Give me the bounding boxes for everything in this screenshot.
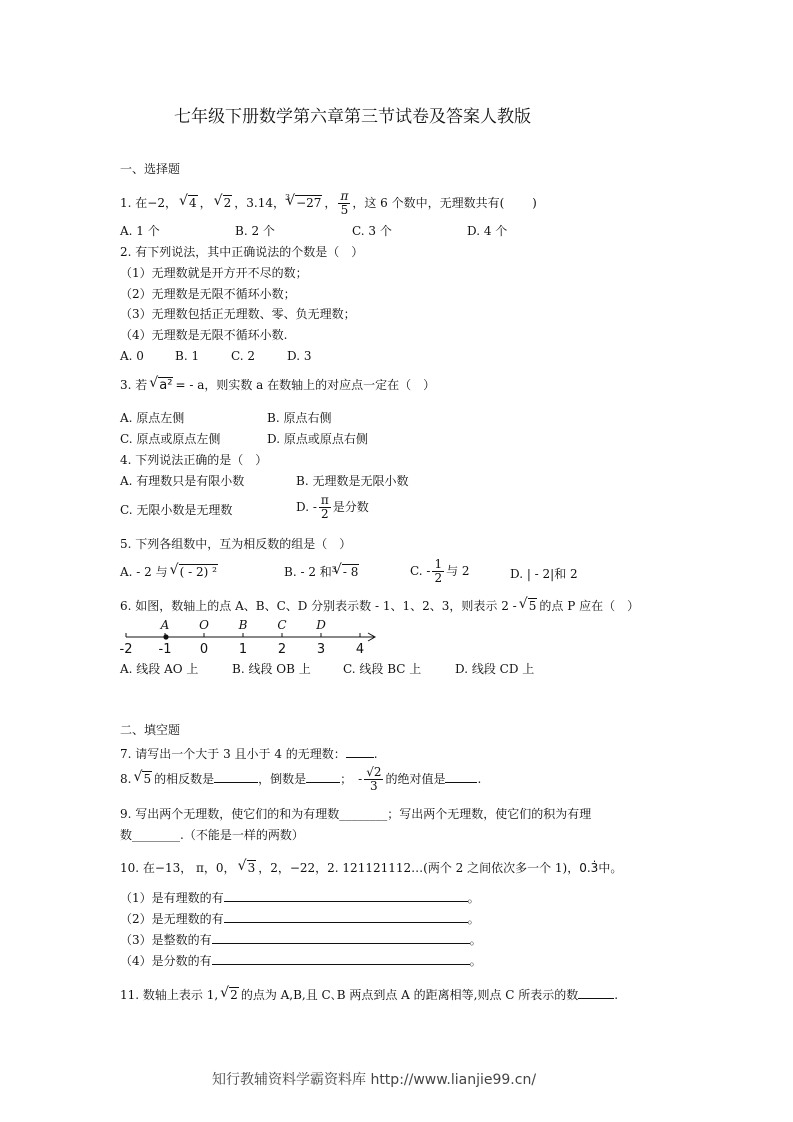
q1-sqrt-2: √ 2 bbox=[214, 193, 233, 213]
q3-option-c: C. 原点或原点左侧 bbox=[120, 432, 221, 446]
q4-option-d bbox=[296, 494, 369, 521]
q11-answer-blank[interactable] bbox=[578, 986, 614, 999]
q10-text-a: 10. 在−13， π，0， bbox=[120, 861, 236, 875]
number-line-point-label: B bbox=[238, 618, 248, 632]
q3-text-a: 3. 若 bbox=[120, 378, 148, 392]
q10-item-1 bbox=[120, 889, 480, 906]
q2-item-3: （3）无理数包括正无理数、零、负无理数； bbox=[120, 307, 356, 321]
q1-option-a: A. 1 个 bbox=[120, 224, 160, 238]
q10-item-3 bbox=[120, 931, 482, 948]
q1-text-b: ， bbox=[199, 196, 212, 210]
q10-text-b: ，2，−22，2. 121121112…(两个 2 之间依次多一个 1)， bbox=[258, 861, 580, 875]
q8-blank-reciprocal[interactable] bbox=[306, 770, 340, 783]
number-line-tick-label: -2 bbox=[119, 642, 133, 656]
number-line-tick-label: 0 bbox=[199, 642, 209, 656]
q6-text-a: 6. 如图，数轴上的点 A、B、C、D 分别表示数 - 1、1、2、3，则表示 2 - bbox=[120, 599, 517, 613]
number-line-tick-label: 2 bbox=[277, 642, 287, 656]
q1-text-c: ，3.14， bbox=[234, 196, 285, 210]
q1-option-d: D. 4 个 bbox=[467, 224, 508, 238]
q10-item-4 bbox=[120, 952, 482, 969]
q8-text-d: 的绝对值是 bbox=[385, 772, 446, 786]
q10-item-3-blank[interactable] bbox=[212, 931, 470, 944]
question-4: 4. 下列说法正确的是（ ） bbox=[120, 453, 268, 467]
q6-option-d: D. 线段 CD 上 bbox=[455, 662, 535, 676]
q4-fraction-pi-over-2: $\frac{\pi}{2}$ bbox=[320, 493, 329, 521]
q1-text-e: ，这 6 个数中，无理数共有( ) bbox=[352, 196, 537, 210]
q11-period: . bbox=[614, 988, 619, 1002]
q10-sqrt-3: √ 3 bbox=[238, 858, 257, 878]
q7-text: 7. 请写出一个大于 3 且小于 4 的无理数： bbox=[120, 747, 346, 761]
q8-period: . bbox=[477, 772, 482, 786]
q4-d-text-a: D. - bbox=[296, 500, 317, 514]
q8-blank-abs[interactable] bbox=[445, 770, 477, 783]
q5-cuberoot-neg8: √ - 8 bbox=[333, 562, 360, 582]
question-9-line-1: 9. 写出两个无理数，使它们的和为有理数________；写出两个无理数，使它们的积为有理 bbox=[120, 807, 592, 821]
q2-item-1: （1）无理数就是开方开不尽的数； bbox=[120, 266, 308, 280]
q7-answer-blank[interactable] bbox=[346, 745, 374, 758]
question-7 bbox=[120, 745, 378, 762]
q3-text-b: = - a，则实数 a 在数轴上的对应点一定在（ ） bbox=[175, 378, 436, 392]
number-line-tick-label: -1 bbox=[158, 642, 172, 656]
q2-option-d: D. 3 bbox=[287, 349, 312, 363]
q11-text-b: 的点为 A,B,且 C､B 两点到点 A 的距离相等,则点 C 所表示的数 bbox=[240, 988, 579, 1002]
page-title: 七年级下册数学第六章第三节试卷及答案人教版 bbox=[174, 107, 531, 127]
q10-item-3-end: 。 bbox=[469, 933, 482, 947]
q10-item-4-label: （4）是分数的有 bbox=[120, 954, 212, 968]
q1-sqrt-4: √ 4 bbox=[179, 193, 198, 213]
question-9-line-2: 数________.（不能是一样的两数） bbox=[120, 828, 304, 842]
q2-item-4: （4）无理数是无限不循环小数. bbox=[120, 328, 288, 342]
q3-option-a: A. 原点左侧 bbox=[120, 411, 185, 425]
q10-item-2 bbox=[120, 910, 480, 927]
number-line-tick-label: 1 bbox=[238, 642, 248, 656]
question-2: 2. 有下列说法，其中正确说法的个数是（ ） bbox=[120, 245, 364, 259]
q4-option-b: B. 无理数是无限小数 bbox=[296, 474, 409, 488]
q8-text-b: ，倒数是 bbox=[258, 772, 307, 786]
q5-b-text: B. - 2 和 bbox=[284, 565, 332, 579]
q10-item-1-label: （1）是有理数的有 bbox=[120, 891, 224, 905]
q5-a-text: A. - 2 与 bbox=[120, 565, 168, 579]
q1-option-c: C. 3 个 bbox=[352, 224, 392, 238]
q6-option-b: B. 线段 OB 上 bbox=[232, 662, 311, 676]
q11-text-a: 11. 数轴上表示 1, bbox=[120, 988, 219, 1002]
q8-text-a: 的相反数是 bbox=[154, 772, 215, 786]
number-line-tick-label: 3 bbox=[316, 642, 326, 656]
question-8 bbox=[120, 766, 481, 793]
q3-option-b: B. 原点右侧 bbox=[267, 411, 332, 425]
q1-text-a: 1. 在−2， bbox=[120, 196, 177, 210]
q8-fraction-sqrt2-over-3: $\frac{√2}{3}$ bbox=[366, 765, 382, 793]
section-heading-choice: 一、选择题 bbox=[120, 162, 181, 176]
q10-item-2-blank[interactable] bbox=[224, 910, 468, 923]
question-3 bbox=[120, 375, 435, 396]
q2-option-a: A. 0 bbox=[120, 349, 144, 363]
q10-text-c: 中。 bbox=[598, 861, 623, 875]
question-11 bbox=[120, 985, 618, 1005]
q6-option-c: C. 线段 BC 上 bbox=[343, 662, 422, 676]
q6-sqrt-5: √ 5 bbox=[519, 596, 538, 616]
number-line-point-label: A bbox=[160, 618, 170, 632]
q4-d-text-b: 是分数 bbox=[332, 500, 369, 514]
section-heading-fill: 二、填空题 bbox=[120, 723, 181, 737]
q5-c-text-a: C. - bbox=[410, 564, 431, 578]
q2-option-b: B. 1 bbox=[175, 349, 200, 363]
q10-item-3-label: （3）是整数的有 bbox=[120, 933, 212, 947]
q8-blank-opposite[interactable] bbox=[214, 770, 258, 783]
number-line-point-label: D bbox=[316, 618, 326, 632]
q5-fraction-one-half: $\frac{1}{2}$ bbox=[434, 557, 443, 585]
q2-option-c: C. 2 bbox=[231, 349, 256, 363]
q4-option-c: C. 无限小数是无理数 bbox=[120, 503, 233, 517]
number-line-point-label: C bbox=[277, 618, 287, 632]
q8-sqrt-5: √ 5 bbox=[133, 771, 152, 787]
q6-option-a: A. 线段 AO 上 bbox=[120, 662, 199, 676]
number-line-point-label: O bbox=[199, 618, 209, 632]
q10-item-4-end: 。 bbox=[469, 954, 482, 968]
q5-sqrt-neg2-squared: √ ( - 2) ² bbox=[170, 562, 218, 582]
number-line-ticks bbox=[126, 633, 360, 637]
q2-item-2: （2）无理数是无限不循环小数； bbox=[120, 287, 296, 301]
footer-watermark: 知行教辅资料学霸资料库 http://www.lianjie99.cn/ bbox=[212, 1072, 537, 1088]
q5-option-a bbox=[120, 562, 220, 582]
q1-cube-index: 3 bbox=[285, 193, 291, 202]
q10-item-1-end: 。 bbox=[467, 891, 480, 905]
q5-option-d: D. | - 2|和 2 bbox=[510, 567, 578, 581]
question-1 bbox=[120, 190, 537, 217]
q10-item-4-blank[interactable] bbox=[212, 952, 470, 965]
q1-option-b: B. 2 个 bbox=[235, 224, 275, 238]
q5-option-c bbox=[410, 558, 470, 585]
q10-repeating-decimal: 0.3̇ bbox=[579, 861, 599, 875]
number-line-tick-label: 4 bbox=[355, 642, 365, 656]
number-line-figure bbox=[118, 616, 388, 656]
q4-option-a: A. 有理数只是有限小数 bbox=[120, 474, 245, 488]
q3-option-d: D. 原点或原点右侧 bbox=[267, 432, 368, 446]
q1-cuberoot-neg27: √ −27 bbox=[286, 193, 322, 213]
question-6 bbox=[120, 596, 639, 616]
q1-fraction-pi-over-5: $\frac{\pi}{5}$ bbox=[340, 189, 349, 217]
q11-sqrt-2: √ 2 bbox=[220, 985, 239, 1005]
q3-sqrt-a-squared: √ a² bbox=[149, 375, 173, 396]
q6-text-b: 的点 P 应在（ ） bbox=[539, 599, 640, 613]
question-5: 5. 下列各组数中，互为相反数的组是（ ） bbox=[120, 537, 352, 551]
q10-item-2-label: （2）是无理数的有 bbox=[120, 912, 224, 926]
q10-item-1-blank[interactable] bbox=[224, 889, 468, 902]
q5-cube-index: 3 bbox=[331, 565, 337, 574]
q7-period: . bbox=[373, 747, 378, 761]
q1-text-d: ， bbox=[324, 196, 337, 210]
q10-item-2-end: 。 bbox=[467, 912, 480, 926]
q8-number: 8. bbox=[120, 772, 132, 786]
q8-text-c: ； - bbox=[340, 772, 363, 786]
q5-option-b bbox=[284, 562, 361, 582]
q5-c-text-b: 与 2 bbox=[446, 564, 470, 578]
point-a-dot bbox=[163, 634, 168, 639]
question-10 bbox=[120, 858, 622, 878]
